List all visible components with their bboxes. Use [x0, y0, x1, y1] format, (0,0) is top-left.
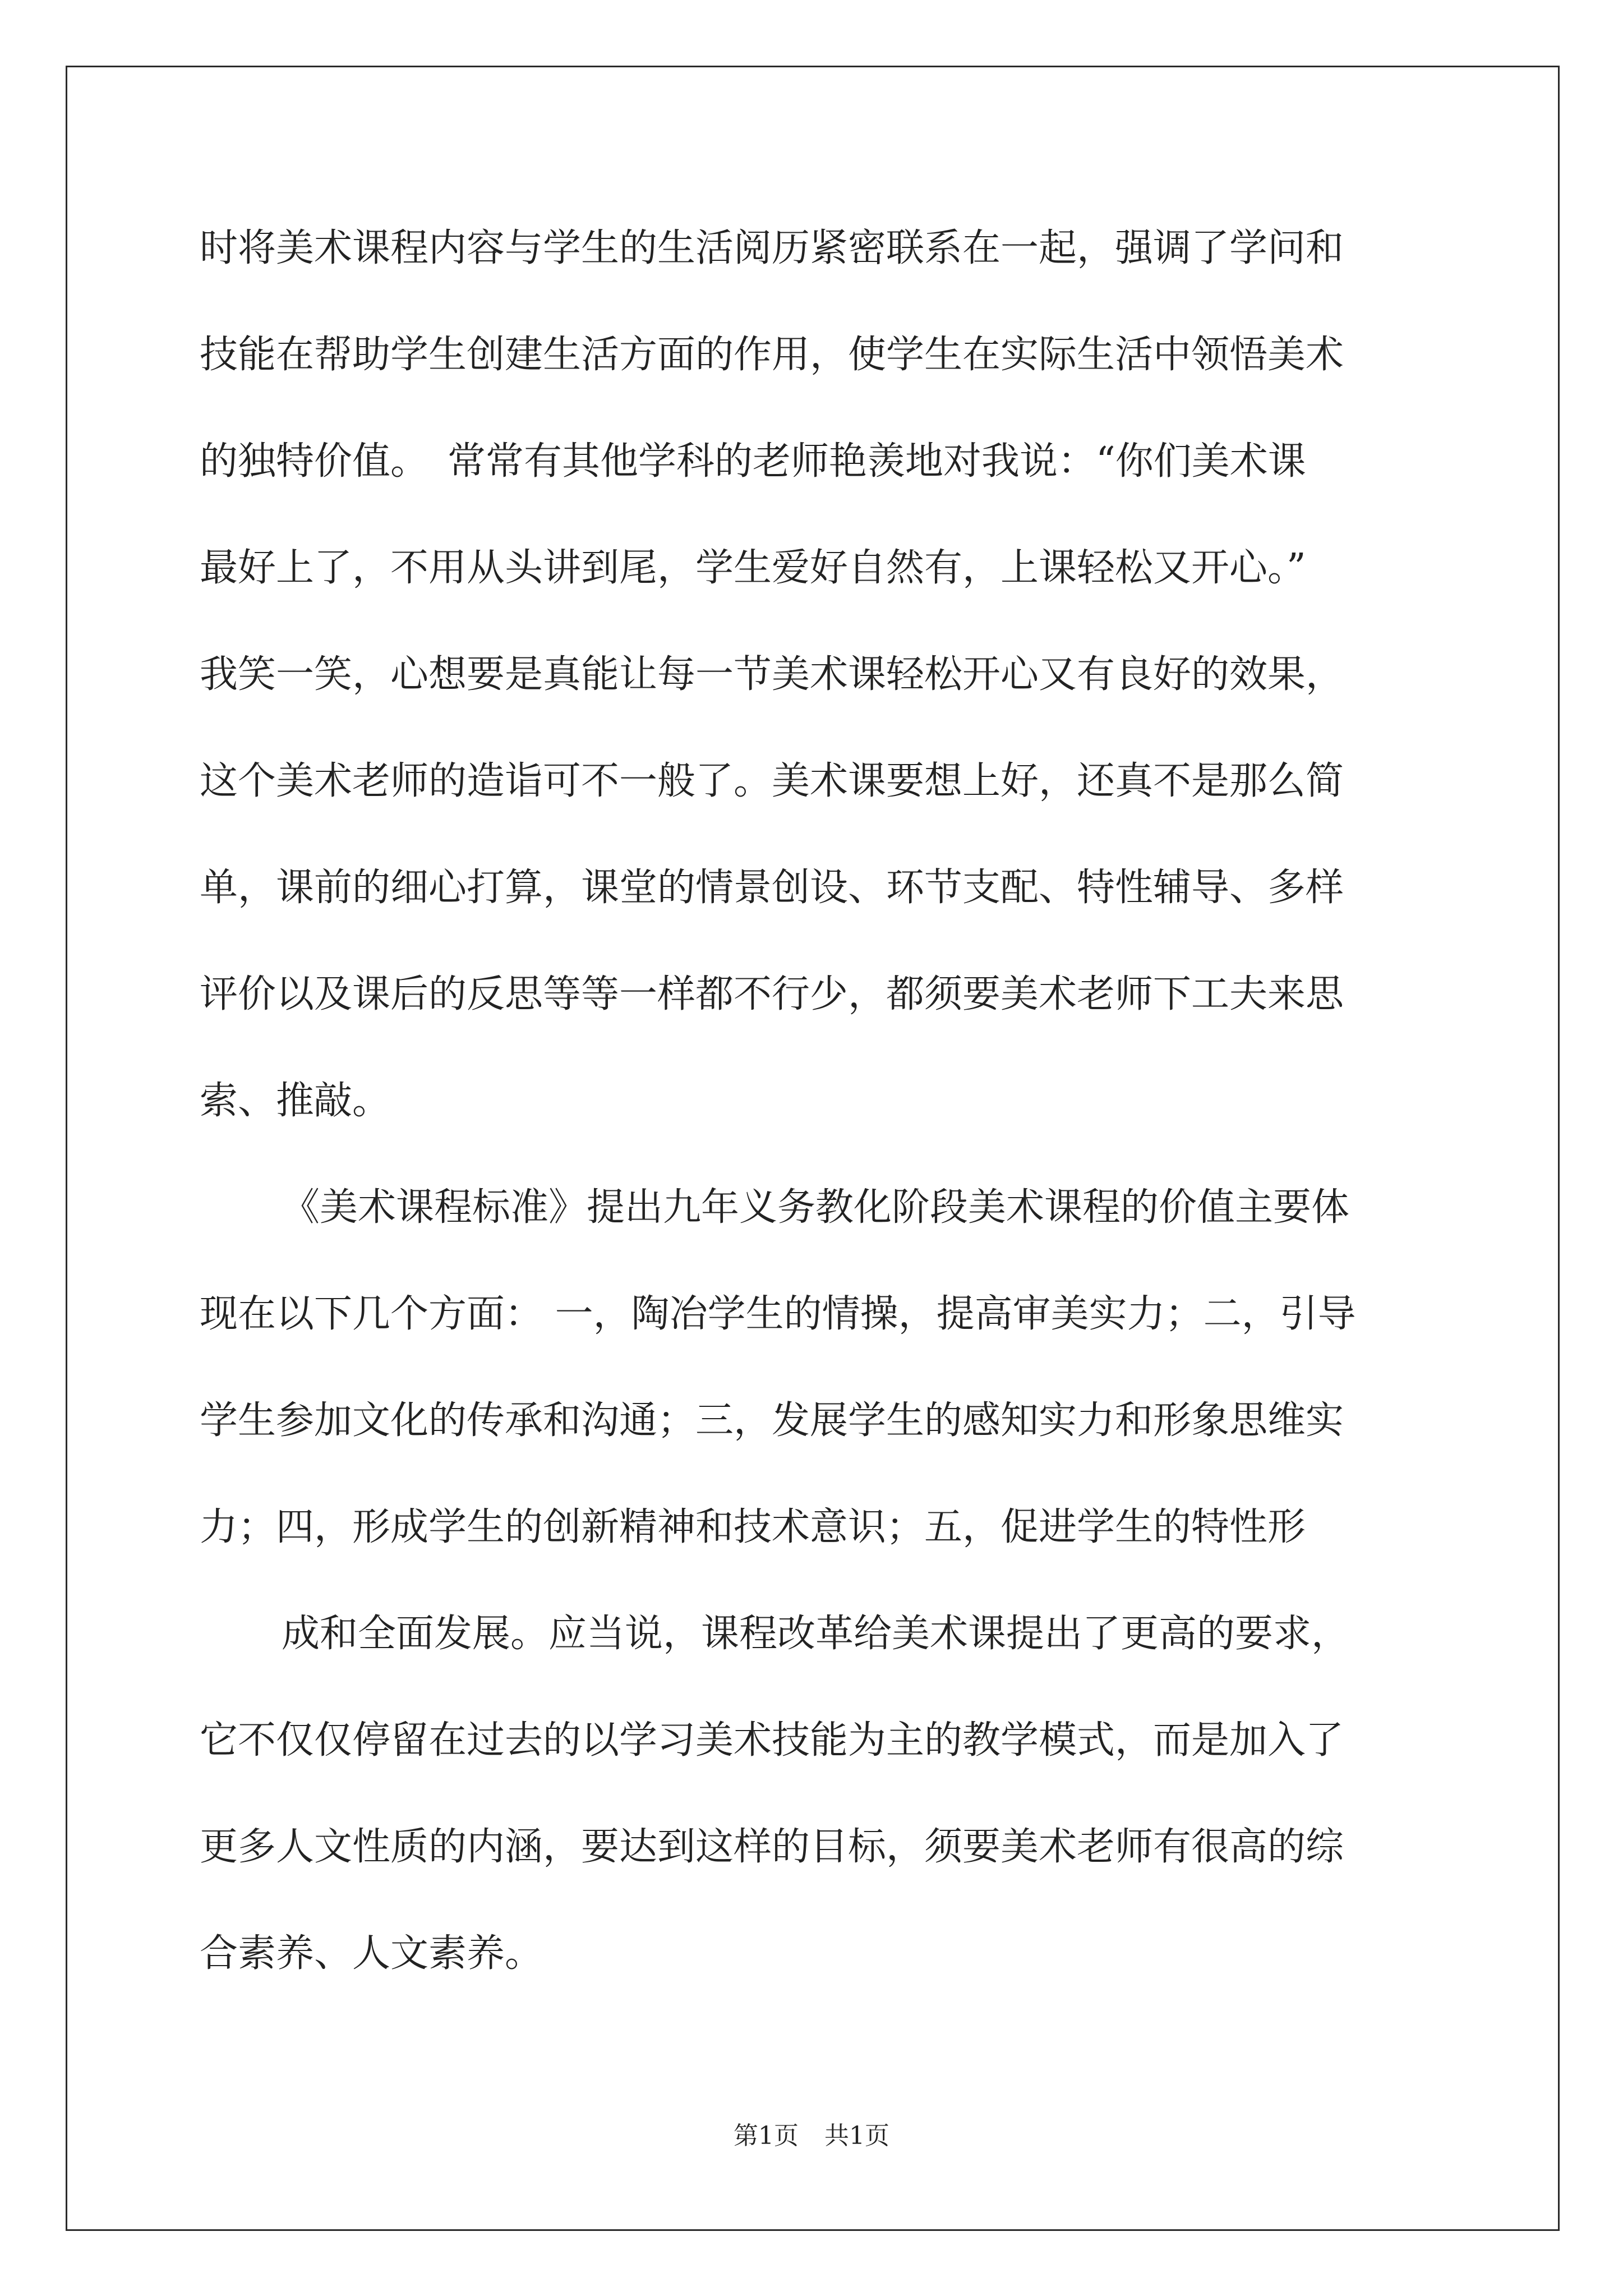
text-line: 时将美术课程内容与学生的生活阅历紧密联系在一起，强调了学问和	[200, 226, 1344, 270]
text-line: 评价以及课后的反思等等一样都不行少，都须要美术老师下工夫来思	[200, 972, 1344, 1016]
text-line: 合素养、人文素养。	[200, 1931, 543, 1976]
text-line: 这个美术老师的造诣可不一般了。美术课要想上好，还真不是那么简	[200, 759, 1344, 803]
text-line: 它不仅仅停留在过去的以学习美术技能为主的教学模式，而是加入了	[200, 1718, 1344, 1763]
text-line: 我笑一笑，心想要是真能让每一节美术课轻松开心又有良好的效果，	[200, 652, 1344, 697]
text-line: 索、推敲。	[200, 1079, 391, 1123]
text-line: 最好上了，不用从头讲到尾，学生爱好自然有，上课轻松又开心。”	[200, 546, 1306, 590]
text-line: 学生参加文化的传承和沟通；三，发展学生的感知实力和形象思维实	[200, 1398, 1344, 1443]
text-line: 更多人文性质的内涵，要达到这样的目标，须要美术老师有很高的综	[200, 1825, 1344, 1869]
page-footer	[0, 2119, 1623, 2153]
page-number: 第1页	[734, 2122, 799, 2150]
page-border	[66, 66, 1560, 2231]
text-line: 的独特价值。 常常有其他学科的老师艳羡地对我说：“你们美术课	[200, 439, 1306, 484]
text-line: 现在以下几个方面： 一，陶冶学生的情操，提高审美实力；二，引导	[200, 1292, 1356, 1336]
text-line: 《美术课程标准》提出九年义务教化阶段美术课程的价值主要体	[282, 1185, 1350, 1230]
text-line: 力；四，形成学生的创新精神和技术意识；五，促进学生的特性形	[200, 1505, 1306, 1549]
text-line: 技能在帮助学生创建生活方面的作用，使学生在实际生活中领悟美术	[200, 333, 1344, 377]
text-line: 单，课前的细心打算，课堂的情景创设、环节支配、特性辅导、多样	[200, 866, 1344, 910]
text-line: 成和全面发展。应当说，课程改革给美术课提出了更高的要求，	[282, 1612, 1350, 1656]
page-total: 共1页	[824, 2122, 889, 2150]
